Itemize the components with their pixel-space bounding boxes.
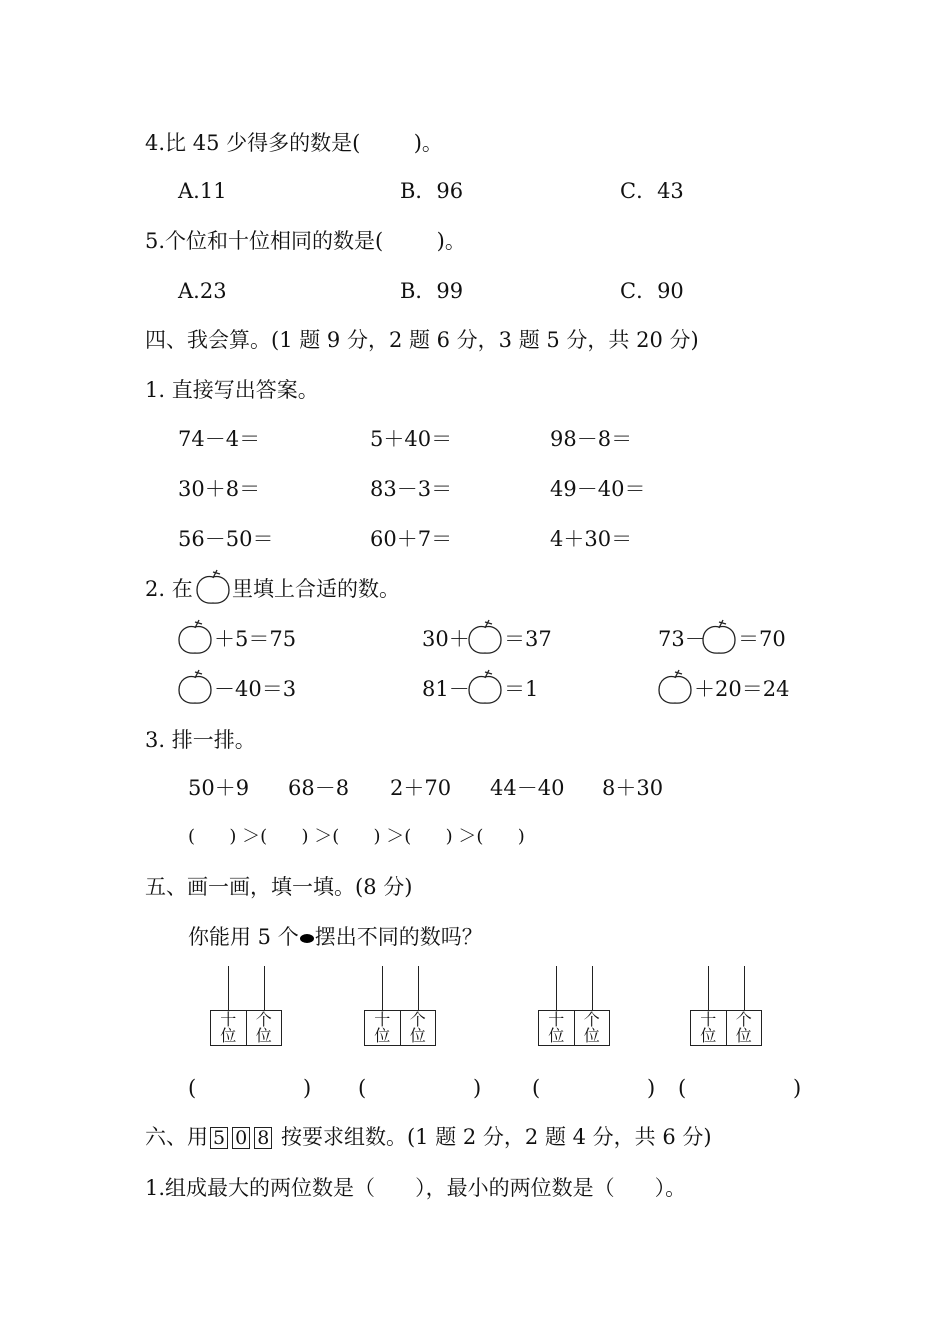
digit-card: 8 xyxy=(254,1127,272,1149)
section6-heading xyxy=(145,1124,712,1150)
abacus xyxy=(690,966,762,1046)
tens-text: 十 位 xyxy=(548,1010,565,1045)
sort-item: 50＋9 xyxy=(188,776,250,800)
apple-eq-2b-pre: 81－ xyxy=(422,677,470,701)
calc-item: 30＋8＝ xyxy=(178,477,261,501)
s6-q1: 1.组成最大的两位数是（ ），最小的两位数是（ ）。 xyxy=(145,1176,687,1200)
abacus-rod xyxy=(228,966,229,1010)
abacus-answer-blank: ( ) xyxy=(532,1076,656,1100)
ones-label xyxy=(246,1011,282,1045)
apple-icon xyxy=(176,668,214,706)
calc-item: 60＋7＝ xyxy=(370,527,453,551)
ones-text: 个 位 xyxy=(583,1010,600,1045)
abacus-rod xyxy=(708,966,709,1010)
abacus-rod xyxy=(556,966,557,1010)
tens-label xyxy=(691,1011,726,1045)
apple-icon xyxy=(700,618,738,656)
tens-text: 十 位 xyxy=(220,1010,237,1045)
digit-card: 0 xyxy=(232,1127,250,1149)
q5-option-b: B．99 xyxy=(400,279,464,303)
apple-icon xyxy=(194,568,232,606)
q4-stem: 4.比 45 少得多的数是( )。 xyxy=(145,131,443,155)
sort-item: 68－8 xyxy=(288,776,350,800)
bead-icon xyxy=(300,934,314,943)
abacus-answer-blank: ( ) xyxy=(188,1076,312,1100)
calc-item: 5＋40＝ xyxy=(370,427,453,451)
s4-p2-title-before: 2. 在 xyxy=(145,577,193,601)
tens-text: 十 位 xyxy=(700,1010,717,1045)
sort-order-line: ( ) ＞( ) ＞( ) ＞( ) ＞( ) xyxy=(188,826,525,847)
tens-label xyxy=(365,1011,400,1045)
s6-heading-before: 六、用 xyxy=(145,1125,208,1149)
s5-prompt-before: 你能用 5 个 xyxy=(188,925,299,949)
apple-icon xyxy=(466,668,504,706)
ones-label xyxy=(574,1011,610,1045)
s5-prompt xyxy=(188,924,483,950)
abacus-rod xyxy=(382,966,383,1010)
apple-eq-1a: ＋5＝75 xyxy=(214,627,297,651)
sort-item: 8＋30 xyxy=(602,776,664,800)
section4-heading: 四、我会算。(1 题 9 分，2 题 6 分，3 题 5 分，共 20 分) xyxy=(145,328,699,352)
q5-option-c: C．90 xyxy=(620,279,684,303)
section5-heading: 五、画一画，填一填。(8 分) xyxy=(145,875,413,899)
abacus-answer-blank: ( ) xyxy=(358,1076,482,1100)
abacus xyxy=(538,966,610,1046)
q5-stem: 5.个位和十位相同的数是( )。 xyxy=(145,229,466,253)
s4-p3-title: 3. 排一排。 xyxy=(145,728,256,752)
apple-eq-1b-post: ＝37 xyxy=(504,627,552,651)
tens-label xyxy=(211,1011,246,1045)
abacus-base xyxy=(690,1010,762,1046)
sort-item: 2＋70 xyxy=(390,776,452,800)
digit-card: 5 xyxy=(210,1127,228,1149)
calc-item: 4＋30＝ xyxy=(550,527,633,551)
s5-prompt-after: 摆出不同的数吗？ xyxy=(314,925,483,949)
abacus-answer-blank: ( ) xyxy=(678,1076,802,1100)
calc-item: 49－40＝ xyxy=(550,477,646,501)
apple-eq-2a: －40＝3 xyxy=(214,677,297,701)
ones-text: 个 位 xyxy=(409,1010,426,1045)
q4-option-a: A.11 xyxy=(178,179,227,203)
abacus-rod xyxy=(264,966,265,1010)
apple-eq-2b-post: ＝1 xyxy=(504,677,539,701)
sort-item: 44－40 xyxy=(490,776,565,800)
calc-item: 83－3＝ xyxy=(370,477,453,501)
abacus-base xyxy=(364,1010,436,1046)
calc-item: 56－50＝ xyxy=(178,527,274,551)
apple-icon xyxy=(176,618,214,656)
q4-option-b: B．96 xyxy=(400,179,464,203)
apple-eq-1c-post: ＝70 xyxy=(738,627,786,651)
calc-item: 74－4＝ xyxy=(178,427,261,451)
apple-icon xyxy=(466,618,504,656)
abacus-rod xyxy=(592,966,593,1010)
apple-eq-1c-pre: 73－ xyxy=(658,627,706,651)
s4-p1-title: 1. 直接写出答案。 xyxy=(145,378,319,402)
tens-text: 十 位 xyxy=(374,1010,391,1045)
abacus-base xyxy=(538,1010,610,1046)
s4-p2-title-after: 里填上合适的数。 xyxy=(232,577,400,601)
abacus xyxy=(210,966,282,1046)
ones-text: 个 位 xyxy=(255,1010,272,1045)
abacus-rod xyxy=(418,966,419,1010)
ones-label xyxy=(400,1011,436,1045)
ones-label xyxy=(726,1011,762,1045)
abacus-rod xyxy=(744,966,745,1010)
apple-eq-1b-pre: 30＋ xyxy=(422,627,470,651)
abacus-base xyxy=(210,1010,282,1046)
calc-item: 98－8＝ xyxy=(550,427,633,451)
apple-icon xyxy=(656,668,694,706)
apple-eq-2c-post: ＋20＝24 xyxy=(694,677,790,701)
tens-label xyxy=(539,1011,574,1045)
q4-option-c: C．43 xyxy=(620,179,684,203)
abacus xyxy=(364,966,436,1046)
s6-heading-after: 按要求组数。(1 题 2 分，2 题 4 分，共 6 分) xyxy=(280,1125,712,1149)
q5-option-a: A.23 xyxy=(178,279,227,303)
ones-text: 个 位 xyxy=(735,1010,752,1045)
